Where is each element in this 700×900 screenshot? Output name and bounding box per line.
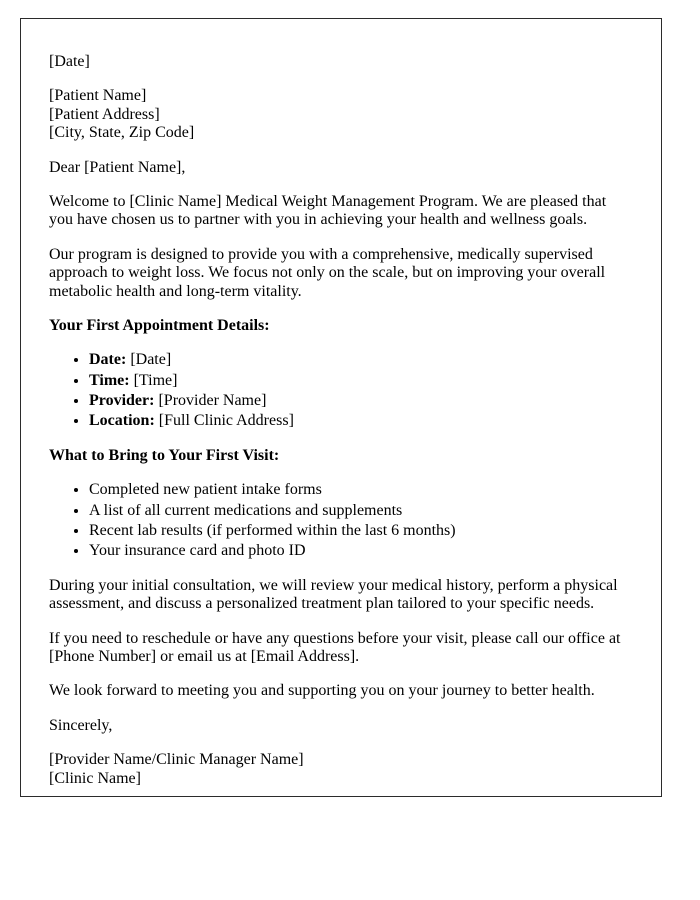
appointment-date-label: Date: xyxy=(89,351,127,369)
list-item-medications: • A list of all current medications and supplements xyxy=(89,502,633,520)
list-item-intake-forms: • Completed new patient intake forms xyxy=(89,481,633,499)
appointment-location-value: [Full Clinic Address] xyxy=(158,412,294,430)
signature-provider-name: [Provider Name/Clinic Manager Name] xyxy=(49,751,304,769)
list-item-appointment-provider xyxy=(89,392,633,410)
list-item-appointment-time xyxy=(89,372,633,390)
signature-clinic-name: [Clinic Name] xyxy=(49,769,141,787)
list-item-appointment-location xyxy=(89,412,633,430)
letter-date: [Date] xyxy=(49,53,90,70)
appointment-provider-label: Provider: xyxy=(89,392,155,410)
recipient-name: [Patient Name] xyxy=(49,87,147,105)
paragraph-consultation: During your initial consultation, we will review your medical history, perform a physical assessment, and discuss a personalized treatment plan tailored to your specific needs. xyxy=(49,576,618,613)
recipient-address-block xyxy=(49,87,633,142)
list-item-appointment-date xyxy=(89,351,633,369)
signature-block xyxy=(49,751,633,788)
letter-container xyxy=(20,18,662,797)
appointment-details-list xyxy=(49,351,633,431)
paragraph-closing: We look forward to meeting you and supporting you on your journey to better health. xyxy=(49,682,595,700)
signoff: Sincerely, xyxy=(49,716,113,734)
appointment-provider-value: [Provider Name] xyxy=(158,392,267,410)
list-item-lab-results: • Recent lab results (if performed within the last 6 months) xyxy=(89,522,633,540)
list-item-insurance-id: • Your insurance card and photo ID xyxy=(89,542,633,560)
paragraph-program: Our program is designed to provide you with a comprehensive, medically supervised approach to weight loss. We focus not only on the scale, but on improving your overall metabolic health and long-term vitality. xyxy=(49,245,606,300)
appointment-details-heading: Your First Appointment Details: xyxy=(49,316,270,334)
recipient-city-state-zip: [City, State, Zip Code] xyxy=(49,124,195,142)
what-to-bring-list xyxy=(49,481,633,561)
appointment-time-label: Time: xyxy=(89,371,130,389)
appointment-time-value: [Time] xyxy=(133,371,178,389)
appointment-date-value: [Date] xyxy=(130,351,172,369)
what-to-bring-heading: What to Bring to Your First Visit: xyxy=(49,446,280,464)
salutation: Dear [Patient Name], xyxy=(49,158,186,176)
recipient-address: [Patient Address] xyxy=(49,105,160,123)
paragraph-welcome: Welcome to [Clinic Name] Medical Weight Management Program. We are pleased that you have chosen us to partner with you in achieving your health and wellness goals. xyxy=(49,192,607,229)
paragraph-reschedule: If you need to reschedule or have any questions before your visit, please call our office at [Phone Number] or email us at [Email Address]. xyxy=(49,629,621,665)
appointment-location-label: Location: xyxy=(89,412,155,430)
